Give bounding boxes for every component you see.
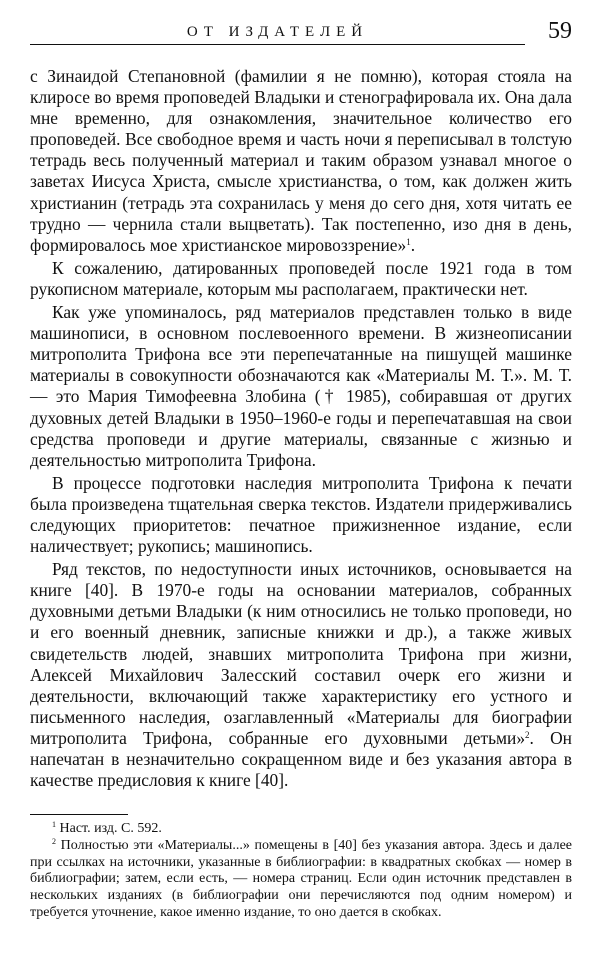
paragraph: В процессе подготовки наследия митрополита Трифона к печати была произведена тщательная сверка текстов. Издатели придерживались следующих приоритетов: печатное прижизненное издание, если наличествует; рукопись; машинопись. [30, 472, 572, 557]
paragraph-text: Ряд текстов, по недоступности иных источников, основывается на книге [40]. В 1970-е годы на основании материалов, собранных духовными детьми Владыки (к ним относились не только проповеди, но и его военный дневник, записные книжки и др.), а также живых свидетельств людей, знавших митрополита Трифона при жизни, Алексей Михайлович Залесский составил очерк его жизни и деятельности, включающий также характеристику его устного и письменного наследия, озаглавленный «Материалы для биографии митрополита Трифона, собранные его духовными детьми» [30, 559, 572, 748]
page-number: 59 [548, 18, 572, 44]
running-header [30, 18, 572, 48]
paragraph: К сожалению, датированных проповедей после 1921 года в том рукописном материале, которым мы располагаем, практически нет. [30, 257, 572, 299]
paragraph: Как уже упоминалось, ряд материалов представлен только в виде машинописи, в основном послевоенного времени. В жизнеописании митрополита Трифона все эти перепечатанные на пишущей машинке материалы в совокупности обозначаются как «Материалы М. Т.». М. Т. — это Мария Тимофеевна Злобина († 1985), собиравшая от других духовных детей Владыки в 1950–1960-е годы и перепечатавшая на свои средства проповеди и другие материалы, связанные с жизнью и деятельностью митрополита Трифона. [30, 302, 572, 470]
footnotes [30, 821, 572, 922]
paragraph-text: с Зинаидой Степановной (фамилии я не помню), которая стояла на клиросе во время проповедей Владыки и стенографировала их. Она дала мне временно, для ознакомления, значительное количество его проповедей. Все свободное время и часть ночи я переписывал в толстую тетрадь весь полученный материал и таким образом узнавал многое о заветах Иисуса Христа, смысле христианства, о том, как должен жить христианин (тетрадь эта сохранилась у меня до сего дня, хотя читать ее трудно — чернила стали выцветать). Так постепенно, изо дня в день, формировалось мое христианское мировоззрение» [30, 66, 572, 255]
footnote-2 [30, 838, 572, 922]
footnote-ref-2[interactable]: 2 [525, 729, 530, 740]
footnote-rule [30, 814, 128, 815]
footnote-number: 2 [52, 836, 56, 846]
footnote-number: 1 [52, 820, 56, 829]
footnote-ref-1[interactable]: 1 [406, 236, 411, 247]
footnote-text: Наст. изд. С. 592. [59, 821, 162, 836]
running-title: ОТ ИЗДАТЕЛЕЙ [186, 24, 369, 40]
main-text [30, 66, 572, 793]
header-rule [30, 44, 525, 45]
paragraph-continuation [30, 66, 572, 256]
paragraph-tail: . Он напечатан в незначительно сокращенном виде и без указания автора в качестве предисловия к книге [40]. [30, 727, 572, 791]
footnote-1 [30, 821, 572, 838]
paragraph-tail: . [410, 234, 416, 255]
footnote-text: Полностью эти «Материалы...» помещены в [40] без указания автора. Здесь и далее при ссылках на источники, указанные в библиографии: в квадратных скобках — номер в библиографии; затем, если есть, — номера страниц. Если один источник представлен в нескольких изданиях (в библиографии они перечисляются под одним номером) и требуется уточнение, какое именно издание, то оно дается в скобках. [30, 837, 573, 920]
paragraph [30, 559, 572, 791]
